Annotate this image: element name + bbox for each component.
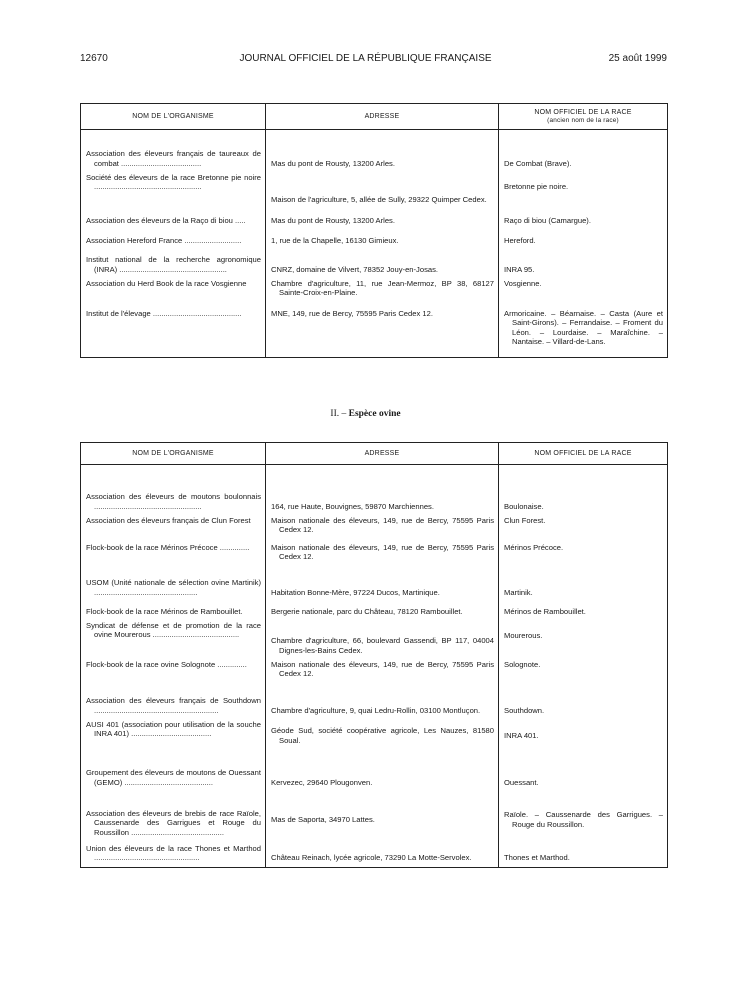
organism-address: Maison nationale des éleveurs, 149, rue de Bercy, 75595 Paris Cedex 12.	[266, 512, 499, 539]
organism-name: USOM (Unité nationale de sélection ovine Martinik) .................................................	[81, 569, 266, 598]
organism-address: Kervezec, 29640 Plougonven.	[266, 756, 499, 788]
table-row	[81, 305, 668, 358]
column-header-race: NOM OFFICIEL DE LA RACE	[499, 443, 668, 465]
column-header-adresse: ADRESSE	[266, 104, 499, 130]
organism-name: Groupement des éleveurs de moutons de Ouessant (GEMO) ..........................................	[81, 756, 266, 788]
breed-name: INRA 401.	[499, 716, 668, 756]
organism-address: 1, rue de la Chapelle, 16130 Gimieux.	[266, 226, 499, 246]
organism-address: Maison de l'agriculture, 5, allée de Sully, 29322 Quimper Cedex.	[266, 169, 499, 205]
organism-address: Habitation Bonne-Mère, 97224 Ducos, Martinique.	[266, 569, 499, 598]
table-row	[81, 226, 668, 246]
table-row	[81, 569, 668, 598]
organism-address: Mas du pont de Rousty, 13200 Arles.	[266, 205, 499, 226]
ovine-organisms-table	[80, 442, 668, 868]
breed-name: Vosgienne.	[499, 275, 668, 305]
section-label: Espèce ovine	[348, 409, 401, 419]
organism-name: Association du Herd Book de la race Vosgienne	[81, 275, 266, 305]
table-row	[81, 617, 668, 656]
organism-name: Union des éleveurs de la race Thones et Marthod ..................................................	[81, 838, 266, 868]
organism-name: Association des éleveurs de la Raço di biou .....	[81, 205, 266, 226]
table-row	[81, 539, 668, 569]
section-number: II. –	[330, 409, 347, 419]
organism-name: AUSI 401 (association pour utilisation de la souche INRA 401) ......................................	[81, 716, 266, 756]
table-row	[81, 838, 668, 868]
journal-title: JOURNAL OFFICIEL DE LA RÉPUBLIQUE FRANÇAISE	[239, 53, 492, 64]
breed-name: Boulonaise.	[499, 465, 668, 512]
breed-name: Raïole. – Caussenarde des Garrigues. – Rouge du Roussillon.	[499, 788, 668, 838]
table-row	[81, 716, 668, 756]
table-row	[81, 465, 668, 512]
organism-name: Association des éleveurs français de Clun Forest	[81, 512, 266, 539]
table-row	[81, 169, 668, 205]
organism-name: Association des éleveurs français de taureaux de combat ......................................	[81, 130, 266, 169]
bovine-organisms-table	[80, 103, 668, 358]
column-header-organisme: NOM DE L'ORGANISME	[81, 443, 266, 465]
organism-address: Chambre d'agriculture, 11, rue Jean-Mermoz, BP 38, 68127 Sainte-Croix-en-Plaine.	[266, 275, 499, 305]
breed-name: Clun Forest.	[499, 512, 668, 539]
breed-name: Ouessant.	[499, 756, 668, 788]
organism-address: 164, rue Haute, Bouvignes, 59870 Marchiennes.	[266, 465, 499, 512]
table-row	[81, 512, 668, 539]
organism-address: Chambre d'agriculture, 66, boulevard Gassendi, BP 117, 04004 Dignes-les-Bains Cedex.	[266, 617, 499, 656]
organism-name: Institut de l'élevage ..........................................	[81, 305, 266, 358]
organism-name: Association des éleveurs français de Southdown ...........................................................	[81, 686, 266, 716]
organism-address: Bergerie nationale, parc du Château, 78120 Rambouillet.	[266, 598, 499, 617]
organism-name: Association des éleveurs de brebis de race Raïole, Caussenarde des Garrigues et Rouge du Roussillon ............................................	[81, 788, 266, 838]
breed-name: Southdown.	[499, 686, 668, 716]
column-header-adresse: ADRESSE	[266, 443, 499, 465]
column-header-race-label: NOM OFFICIEL DE LA RACE	[534, 109, 632, 116]
column-header-organisme: NOM DE L'ORGANISME	[81, 104, 266, 130]
organism-name: Syndicat de défense et de promotion de la race ovine Mourerous .........................................	[81, 617, 266, 656]
organism-name: Association Hereford France ...........................	[81, 226, 266, 246]
breed-name: Raço di biou (Camargue).	[499, 205, 668, 226]
column-header-race-subtitle: (ancien nom de la race)	[547, 117, 619, 124]
organism-address: Château Reinach, lycée agricole, 73290 La Motte-Servolex.	[266, 838, 499, 868]
organism-address: MNE, 149, rue de Bercy, 75595 Paris Cedex 12.	[266, 305, 499, 358]
organism-address: Géode Sud, société coopérative agricole, Les Nauzes, 81580 Soual.	[266, 716, 499, 756]
table-header-row	[81, 443, 668, 465]
organism-address: Chambre d'agriculture, 9, quai Ledru-Rollin, 03100 Montluçon.	[266, 686, 499, 716]
table-row	[81, 246, 668, 275]
table-row	[81, 130, 668, 169]
column-header-race	[499, 104, 668, 130]
organism-name: Flock-book de la race ovine Solognote ..............	[81, 656, 266, 686]
organism-address: Mas de Saporta, 34970 Lattes.	[266, 788, 499, 838]
organism-address: Mas du pont de Rousty, 13200 Arles.	[266, 130, 499, 169]
organism-address: Maison nationale des éleveurs, 149, rue de Bercy, 75595 Paris Cedex 12.	[266, 656, 499, 686]
organism-address: CNRZ, domaine de Vilvert, 78352 Jouy-en-Josas.	[266, 246, 499, 275]
breed-name: Bretonne pie noire.	[499, 169, 668, 205]
breed-name: Mérinos Précoce.	[499, 539, 668, 569]
table-row	[81, 788, 668, 838]
breed-name: Mourerous.	[499, 617, 668, 656]
organism-name: Association des éleveurs de moutons boulonnais ...................................................	[81, 465, 266, 512]
breed-name: INRA 95.	[499, 246, 668, 275]
table-header-row	[81, 104, 668, 130]
table-row	[81, 598, 668, 617]
breed-name: Mérinos de Rambouillet.	[499, 598, 668, 617]
organism-name: Flock-book de la race Mérinos Précoce ..............	[81, 539, 266, 569]
breed-name: Thones et Marthod.	[499, 838, 668, 868]
organism-name: Institut national de la recherche agronomique (INRA) ...................................................	[81, 246, 266, 275]
organism-address: Maison nationale des éleveurs, 149, rue de Bercy, 75595 Paris Cedex 12.	[266, 539, 499, 569]
organism-name: Flock-book de la race Mérinos de Rambouillet.	[81, 598, 266, 617]
publication-date: 25 août 1999	[608, 53, 667, 64]
breed-name: Hereford.	[499, 226, 668, 246]
page-number: 12670	[80, 53, 108, 64]
breed-name: De Combat (Brave).	[499, 130, 668, 169]
table-row	[81, 275, 668, 305]
organism-name: Société des éleveurs de la race Bretonne pie noire ...................................................	[81, 169, 266, 205]
table-row	[81, 686, 668, 716]
table-row	[81, 205, 668, 226]
breed-name: Armoricaine. – Béarnaise. – Casta (Aure et Saint-Girons). – Ferrandaise. – Froment du Léon. – Lourdaise. – Maraîchine. – Nantaise. – Villard-de-Lans.	[499, 305, 668, 358]
section-title-espece-ovine	[0, 409, 731, 419]
breed-name: Solognote.	[499, 656, 668, 686]
table-row	[81, 756, 668, 788]
breed-name: Martinik.	[499, 569, 668, 598]
table-row	[81, 656, 668, 686]
